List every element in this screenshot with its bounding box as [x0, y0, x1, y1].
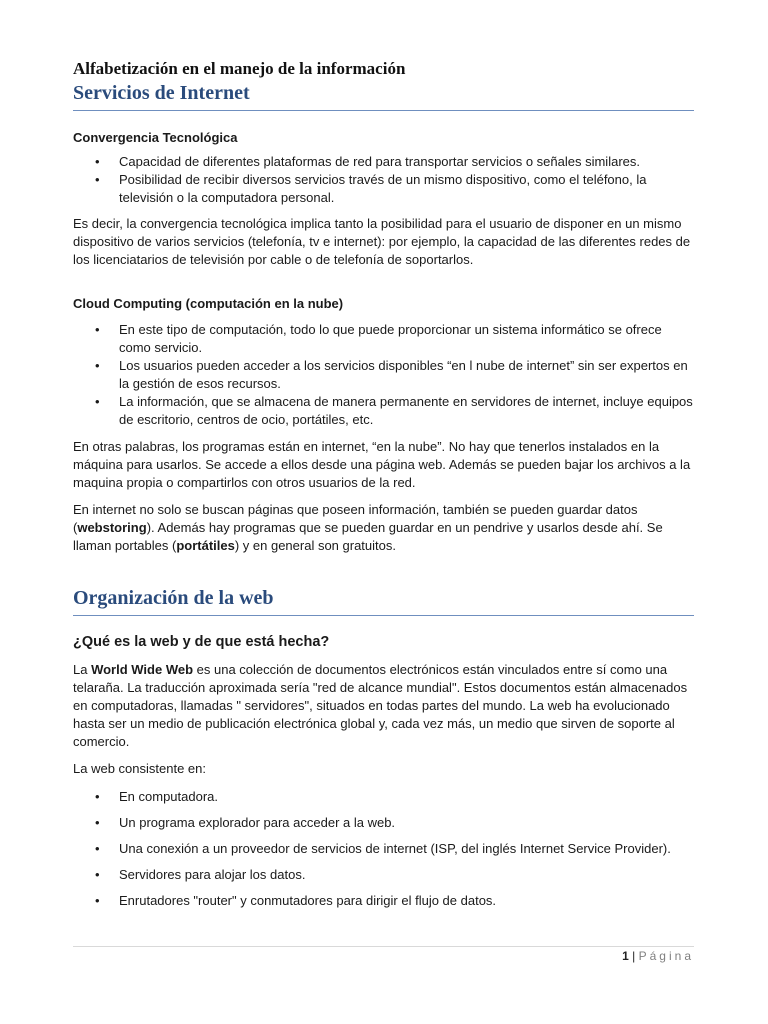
- list-item: • Los usuarios pueden acceder a los servicios disponibles “en l nube de internet” sin ser expertos en la gestión de esos recursos.: [73, 357, 694, 393]
- cloud-paragraph-1: En otras palabras, los programas están en internet, “en la nube”. No hay que tenerlos instalados en la máquina para usarlos. Se accede a ellos desde una página web. Además se pueden bajar los archivos a la maquina propia o compartirlos con otros usuarios de la red.: [73, 439, 691, 490]
- page-number: 1: [622, 949, 629, 963]
- convergencia-list: [73, 153, 694, 207]
- heading-question: ¿Qué es la web y de que está hecha?: [73, 634, 330, 650]
- consists-label: La web consistente en:: [73, 761, 206, 776]
- heading-convergencia: Convergencia Tecnológica: [73, 130, 238, 145]
- heading-cloud: Cloud Computing (computación en la nube): [73, 296, 344, 311]
- document-page: [73, 58, 694, 918]
- bold-term-webstoring: webstoring: [77, 520, 147, 535]
- section-title-servicios: Servicios de Internet: [73, 80, 694, 111]
- document-title: Alfabetización en el manejo de la información: [73, 59, 406, 78]
- convergencia-paragraph: Es decir, la convergencia tecnológica implica tanto la posibilidad para el usuario de disponer en un mismo dispositivo de varios servicios (telefonía, tv e internet): por ejemplo, la capacidad de las diferentes redes de los licenciatarios de televisión por cable o de telefonía de soportarlos.: [73, 216, 691, 267]
- list-item: • Enrutadores "router" y conmutadores para dirigir el flujo de datos.: [73, 892, 694, 910]
- footer-separator: |: [632, 949, 636, 963]
- list-item: • En computadora.: [73, 788, 694, 806]
- list-item: • Una conexión a un proveedor de servicios de internet (ISP, del inglés Internet Service Provider).: [73, 840, 694, 858]
- list-item: • Servidores para alojar los datos.: [73, 866, 694, 884]
- list-item: • Capacidad de diferentes plataformas de red para transportar servicios o señales similares.: [73, 153, 694, 171]
- www-paragraph: [73, 661, 694, 751]
- bold-term-portatiles: portátiles: [176, 538, 235, 553]
- list-item: • La información, que se almacena de manera permanente en servidores de internet, incluye equipos de escritorio, centros de ocio, portátiles, etc.: [73, 393, 694, 429]
- cloud-paragraph-2: [73, 501, 694, 555]
- page-label: Página: [638, 949, 694, 963]
- web-components-list: [73, 788, 694, 910]
- text-run: ). Además hay programas que se pueden guardar en un pendrive y usarlos desde ahí. Se llaman portables (: [73, 520, 663, 553]
- bold-term-www: World Wide Web: [91, 662, 194, 677]
- text-run: En internet no solo se buscan páginas que poseen información, también se pueden guardar datos (: [73, 502, 638, 535]
- text-run: La: [73, 662, 92, 677]
- section-title-organizacion: Organización de la web: [73, 585, 694, 616]
- text-run: ) y en general son gratuitos.: [234, 538, 396, 553]
- cloud-list: [73, 321, 694, 429]
- text-run: es una colección de documentos electrónicos están vinculados entre sí como una telaraña. La traducción aproximada sería "red de alcance mundial". Estos documentos están almacenados en computadoras, llamadas " servidores", situados en todas partes del mundo. La web ha evolucionado hasta ser un medio de publicación electrónica global y, cada vez más, un medio que sirven de soporte al comercio.: [73, 662, 688, 749]
- list-item: • Un programa explorador para acceder a la web.: [73, 814, 694, 832]
- page-footer: [73, 946, 694, 963]
- page-number-block: [622, 949, 694, 963]
- list-item: • Posibilidad de recibir diversos servicios través de un mismo dispositivo, como el teléfono, la televisión o la computadora personal.: [73, 171, 694, 207]
- list-item: • En este tipo de computación, todo lo que puede proporcionar un sistema informático se ofrece como servicio.: [73, 321, 694, 357]
